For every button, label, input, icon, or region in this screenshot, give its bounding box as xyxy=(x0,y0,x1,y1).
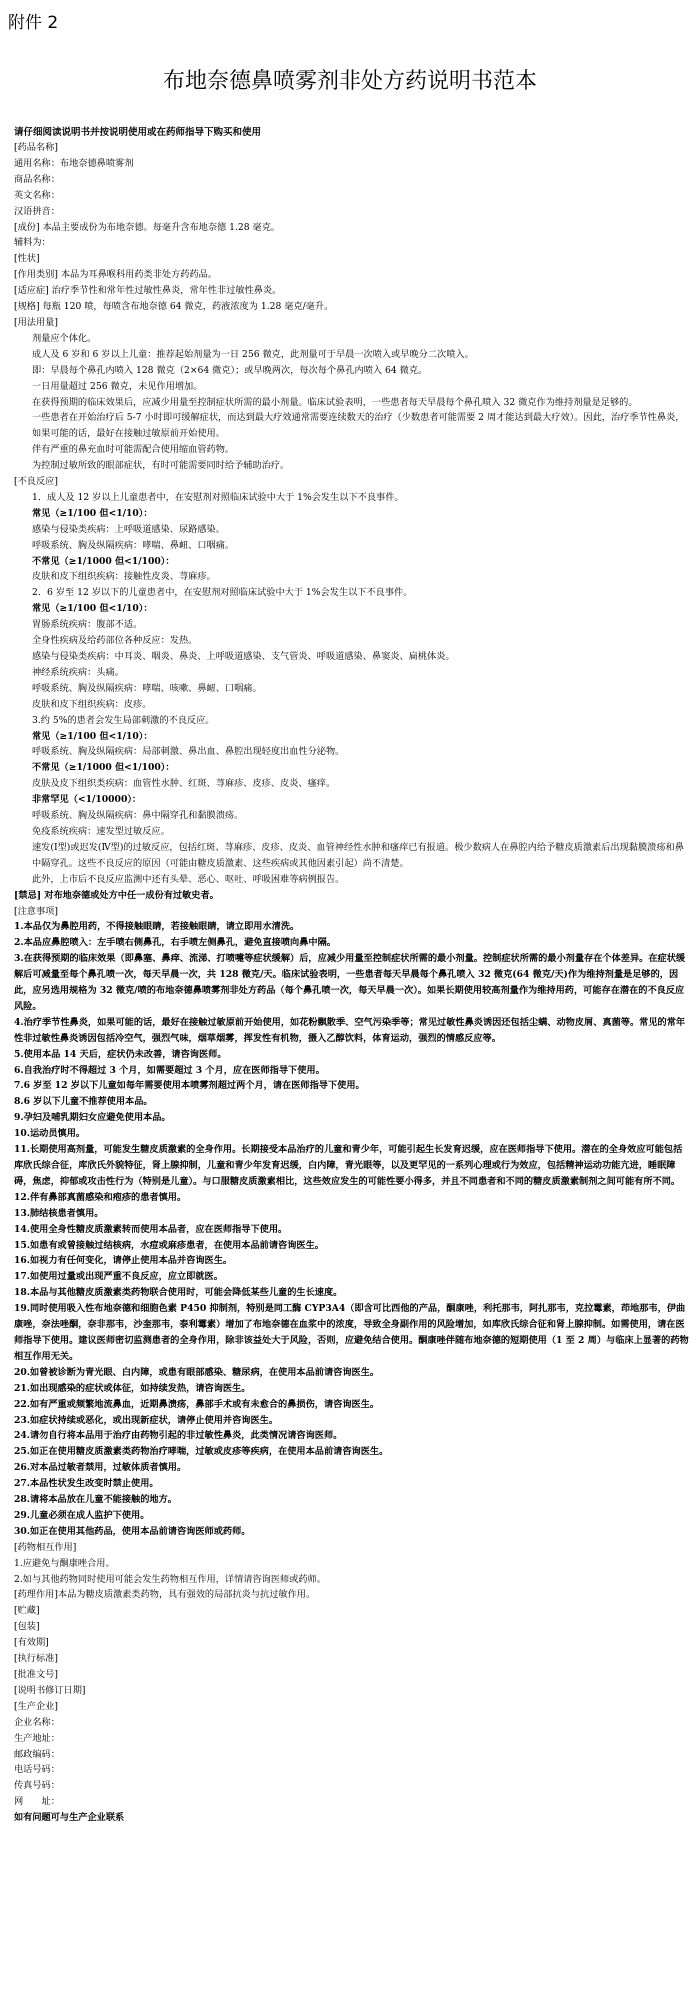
document-line: [适应症] 治疗季节性和常年性过敏性鼻炎，常年性非过敏性鼻炎。 xyxy=(14,285,282,297)
document-line: [规格] 每瓶 120 喷，每喷含布地奈德 64 微克，药液浓度为 1.28 毫克/毫升。 xyxy=(14,301,334,313)
document-line: 非常罕见（<1/10000）： xyxy=(32,794,142,806)
document-line: 不常见（≥1/1000 但<1/100）： xyxy=(32,762,175,774)
document-line: 感染与侵染类疾病：中耳炎、咽炎、鼻炎、上呼吸道感染、支气管炎、呼吸道感染、鼻窦炎、扁桃体炎。 xyxy=(32,651,455,662)
document-line: 此外，上市后不良反应监测中还有头晕、恶心、呕吐、呼吸困难等病例报告。 xyxy=(32,873,345,885)
document-line: [药物相互作用] xyxy=(14,1541,77,1553)
document-line: 1．成人及 12 岁以上儿童患者中，在安慰剂对照临床试验中大于 1%会发生以下不良事件。 xyxy=(32,491,404,503)
document-line: 11.长期使用高剂量，可能发生糖皮质激素的全身作用。长期接受本品治疗的儿童和青少年，可能引起生长发育迟缓，应在医师指导下使用。潜在的全身效应可能包括库欣氏综合征，库欣氏外貌特征，肾上腺抑制，儿童和青少年发育迟缓，白内障，青光眼等，以及更罕见的一系列心理或行为效应，包括精神运动功能亢进，睡眠障碍，焦虑，抑郁或攻击性行为（特别是儿童）。与口服糖皮质激素相比，这些效应发生的可能性要小得多，并且不同患者和不同的糖皮质激素制剂之间可能有所不同。 xyxy=(14,1144,683,1187)
document-line: 13.肺结核患者慎用。 xyxy=(14,1207,104,1219)
document-line: [有效期] xyxy=(14,1637,49,1649)
document-line: 16.如视力有任何变化，请停止使用本品并咨询医生。 xyxy=(14,1255,233,1267)
document-line: [作用类别] 本品为耳鼻喉科用药类非处方药药品。 xyxy=(14,269,218,281)
document-line: 即：早晨每个鼻孔内喷入 128 微克（2×64 微克）；或早晚两次，每次每个鼻孔内喷入 64 微克。 xyxy=(32,364,428,376)
document-line: 皮肤及皮下组织类疾病：血管性水肿、红斑、荨麻疹、皮疹、皮炎、瘙痒。 xyxy=(32,778,336,790)
document-line: [不良反应] xyxy=(14,476,58,488)
document-line: [贮藏] xyxy=(14,1605,40,1617)
document-line: 19.同时使用吸入性布地奈德和细胞色素 P450 抑制剂，特别是同工酶 CYP3A4（即含可比西他的产品，酮康唑，利托那韦，阿扎那韦，克拉霉素，茚地那韦，伊曲康唑，奈法唑酮，奈非那韦，沙奎那韦，泰利霉素）增加了布地奈德在血浆中的浓度，导致全身副作用的风险增加，如库欣氏综合征和肾上腺抑制。如需使用，请在医师指导下使用。建议医师密切监测患者的全身作用，除非该益处大于风险，否则，应避免结合使用。酮康唑伴随布地奈德的短期使用（1 至 2 周）与临床上显著的药物相互作用无关。 xyxy=(14,1303,689,1362)
document-line: 电话号码： xyxy=(14,1764,60,1776)
document-line: 2.本品应鼻腔喷入：左手喷右侧鼻孔，右手喷左侧鼻孔，避免直接喷向鼻中隔。 xyxy=(14,937,336,949)
document-line: 5.使用本品 14 天后，症状仍未改善，请咨询医师。 xyxy=(14,1048,227,1060)
document-line: 如有问题可与生产企业联系 xyxy=(14,1812,125,1824)
document-line: 生产地址： xyxy=(14,1732,60,1744)
document-line: 胃肠系统疾病：腹部不适。 xyxy=(32,619,143,631)
document-line: [药理作用]本品为糖皮质激素类药物，具有强效的局部抗炎与抗过敏作用。 xyxy=(14,1589,316,1601)
document-line: 皮肤和皮下组织疾病：接触性皮炎、荨麻疹。 xyxy=(32,571,216,583)
document-line: 2．6 岁至 12 岁以下的儿童患者中，在安慰剂对照临床试验中大于 1%会发生以下不良事件。 xyxy=(32,587,413,599)
document-title: 布地奈德鼻喷雾剂非处方药说明书范本 xyxy=(162,69,537,94)
document-line: 商品名称： xyxy=(14,173,60,185)
document-line: 呼吸系统、胸及纵隔疾病：哮喘、咳嗽、鼻衄、口咽痛。 xyxy=(32,682,262,694)
document-line: [包装] xyxy=(14,1621,40,1633)
document-line: 8.6 岁以下儿童不推荐使用本品。 xyxy=(14,1096,153,1108)
document-line: [用法用量] xyxy=(14,316,58,328)
document-line: 不常见（≥1/1000 但<1/100）： xyxy=(32,555,175,567)
document-line: 17.如使用过量或出现严重不良反应，应立即就医。 xyxy=(14,1271,223,1283)
document-line: 4.治疗季节性鼻炎，如果可能的话，最好在接触过敏原前开始使用，如花粉飘散季、空气污染季等；常见过敏性鼻炎诱因还包括尘螨、动物皮屑、真菌等。常见的常年性非过敏性鼻炎诱因包括冷空气，强烈气味，烟草烟雾，挥发性有机物，摄入乙醇饮料，体育运动，强烈的情感反应等。 xyxy=(14,1016,686,1044)
document-line: [执行标准] xyxy=(14,1653,58,1665)
document-line: 27.本品性状发生改变时禁止使用。 xyxy=(14,1478,159,1490)
document-line: [性状] xyxy=(14,253,40,265)
document-line: 29.儿童必须在成人监护下使用。 xyxy=(14,1509,150,1521)
document-line: 26.对本品过敏者禁用，过敏体质者慎用。 xyxy=(14,1462,187,1474)
document-line: 网 址： xyxy=(14,1796,60,1808)
document-line: 伴有严重的鼻充血时可能需配合使用缩血管药物。 xyxy=(32,444,235,456)
document-line: 18.本品与其他糖皮质激素类药物联合使用时，可能会降低某些儿童的生长速度。 xyxy=(14,1287,343,1299)
document-line: 呼吸系统、胸及纵隔疾病：哮喘、鼻衄、口咽痛。 xyxy=(32,539,235,551)
document-line: 英文名称： xyxy=(14,189,60,201)
document-line: [生产企业] xyxy=(14,1700,58,1712)
document-line: 常见（≥1/100 但<1/10）： xyxy=(32,603,153,615)
document-line: 为控制过敏所致的眼部症状，有时可能需要同时给予辅助治疗。 xyxy=(32,460,290,472)
document-line: 20.如曾被诊断为青光眼、白内障，或患有眼部感染、糖尿病，在使用本品前请咨询医生。 xyxy=(14,1366,380,1378)
document-line: 14.使用全身性糖皮质激素转而使用本品者，应在医师指导下使用。 xyxy=(14,1223,288,1235)
document-line: 15.如患有或曾接触过结核病，水痘或麻疹患者，在使用本品前请咨询医生。 xyxy=(14,1239,324,1251)
document-line: 25.如正在使用糖皮质激素类药物治疗哮喘，过敏或皮疹等疾病，在使用本品前请咨询医生。 xyxy=(14,1446,389,1458)
document-line: 3.在获得预期的临床效果（即鼻塞、鼻痒、流涕、打喷嚏等症状缓解）后，应减少用量至控制症状所需的最小剂量。控制症状所需的最小剂量存在个体差异。在症状缓解后可减量至每个鼻孔喷一次，每天早晨一次，共 128 微克/天。临床试验表明，一些患者每天早晨每个鼻孔喷入 32 微克(64 微克/天)作为维持剂量是足够的，因此，应另选用规格为 32 微克/喷的布地奈德鼻喷雾剂非处方药品（每个鼻孔喷一次，每天早晨一次）。如果长期使用较高剂量作为维持用药，可能存在潜在的不良反应风险。 xyxy=(14,953,686,1012)
document-line: [说明书修订日期] xyxy=(14,1684,86,1696)
document-line: 感染与侵染类疾病：上呼吸道感染、尿路感染。 xyxy=(32,523,225,535)
document-line: 9.孕妇及哺乳期妇女应避免使用本品。 xyxy=(14,1112,171,1124)
document-line: 在获得预期的临床效果后，应减少用量至控制症状所需的最小剂量。临床试验表明，一些患者每天早晨每个鼻孔喷入 32 微克作为维持剂量是足够的。 xyxy=(32,396,638,408)
document-line: 2.如与其他药物同时使用可能会发生药物相互作用，详情请咨询医师或药师。 xyxy=(14,1573,326,1585)
document-line: 12.伴有鼻部真菌感染和疱疹的患者慎用。 xyxy=(14,1191,187,1203)
document-line: 免疫系统疾病：速发型过敏反应。 xyxy=(32,825,170,837)
document-line: 22.如有严重或频繁地流鼻血，近期鼻溃疡，鼻部手术或有未愈合的鼻损伤，请咨询医生。 xyxy=(14,1398,380,1410)
document-line: 28.请将本品放在儿童不能接触的地方。 xyxy=(14,1494,177,1506)
document-line: 3.约 5%的患者会发生局部刺激的不良反应。 xyxy=(32,714,215,726)
reading-notice: 请仔细阅读说明书并按说明使用或在药师指导下购买和使用 xyxy=(14,127,262,138)
document-line: 一些患者在开始治疗后 5-7 小时即可缓解症状，而达到最大疗效通常需要连续数天的治疗（少数患者可能需要 2 周才能达到最大疗效）。因此，治疗季节性鼻炎，如果可能的话，最好在接触过敏原前开始使用。 xyxy=(32,412,685,440)
document-line: 神经系统疾病：头痛。 xyxy=(32,666,124,678)
annex-label: 附件 2 xyxy=(8,13,59,33)
document-line: 企业名称： xyxy=(14,1716,60,1728)
document-line: [成份] 本品主要成份为布地奈德。每毫升含布地奈德 1.28 毫克。 xyxy=(14,221,281,233)
document-body xyxy=(14,140,690,1826)
document-line: 呼吸系统、胸及纵隔疾病：鼻中隔穿孔和黏膜溃疡。 xyxy=(32,810,244,822)
document-line: 6.自我治疗时不得超过 3 个月，如需要超过 3 个月，应在医师指导下使用。 xyxy=(14,1064,325,1076)
document-line: 1.本品仅为鼻腔用药，不得接触眼睛，若接触眼睛，请立即用水清洗。 xyxy=(14,921,300,933)
document-line: 24.请勿自行将本品用于治疗由药物引起的非过敏性鼻炎，此类情况请咨询医师。 xyxy=(14,1430,343,1442)
document-line: 30.如正在使用其他药品，使用本品前请咨询医师或药师。 xyxy=(14,1525,251,1537)
document-line: 常见（≥1/100 但<1/10）： xyxy=(32,507,153,519)
document-line: 剂量应个体化。 xyxy=(32,332,97,344)
document-line: 1.应避免与酮康唑合用。 xyxy=(14,1557,115,1569)
document-line: 邮政编码： xyxy=(14,1748,60,1760)
document-line: 汉语拼音： xyxy=(14,205,60,217)
document-line: 10.运动员慎用。 xyxy=(14,1128,86,1140)
document-line: 成人及 6 岁和 6 岁以上儿童：推荐起始剂量为一日 256 微克，此剂量可于早晨一次喷入或早晚分二次喷入。 xyxy=(32,348,474,360)
document-line: 21.如出现感染的症状或体征，如持续发热，请咨询医生。 xyxy=(14,1382,251,1394)
document-line: 23.如症状持续或恶化，或出现新症状，请停止使用并咨询医生。 xyxy=(14,1414,279,1426)
document-line: [批准文号] xyxy=(14,1669,58,1680)
document-line: 辅料为： xyxy=(14,237,51,249)
document-line: [注意事项] xyxy=(14,905,58,917)
document-line: [禁忌] 对布地奈德或处方中任一成份有过敏史者。 xyxy=(14,889,219,901)
document-line: 7.6 岁至 12 岁以下儿童如每年需要使用本喷雾剂超过两个月，请在医师指导下使用。 xyxy=(14,1080,365,1092)
document-line: 全身性疾病及给药部位各种反应：发热。 xyxy=(32,635,198,647)
document-line: 通用名称：布地奈德鼻喷雾剂 xyxy=(14,157,134,169)
document-line: 一日用量超过 256 微克，未见作用增加。 xyxy=(32,380,203,392)
document-line: 常见（≥1/100 但<1/10）： xyxy=(32,730,153,742)
document-line: [药品名称] xyxy=(14,142,58,153)
document-line: 呼吸系统、胸及纵隔疾病：局部刺激、鼻出血、鼻腔出现轻度出血性分泌物。 xyxy=(32,746,345,758)
document-line: 速发(Ⅰ型)或迟发(Ⅳ型)的过敏反应，包括红斑、荨麻疹、皮疹、皮炎、血管神经性水肿和瘙痒已有报道。极少数病人在鼻腔内给予糖皮质激素后出现黏膜溃疡和鼻中隔穿孔。这些不良反应的原因（可能由糖皮质激素、这些疾病或其他因素引起）尚不清楚。 xyxy=(32,841,684,869)
document-line: 皮肤和皮下组织疾病：皮疹。 xyxy=(32,698,152,710)
document-line: 传真号码： xyxy=(14,1780,60,1792)
